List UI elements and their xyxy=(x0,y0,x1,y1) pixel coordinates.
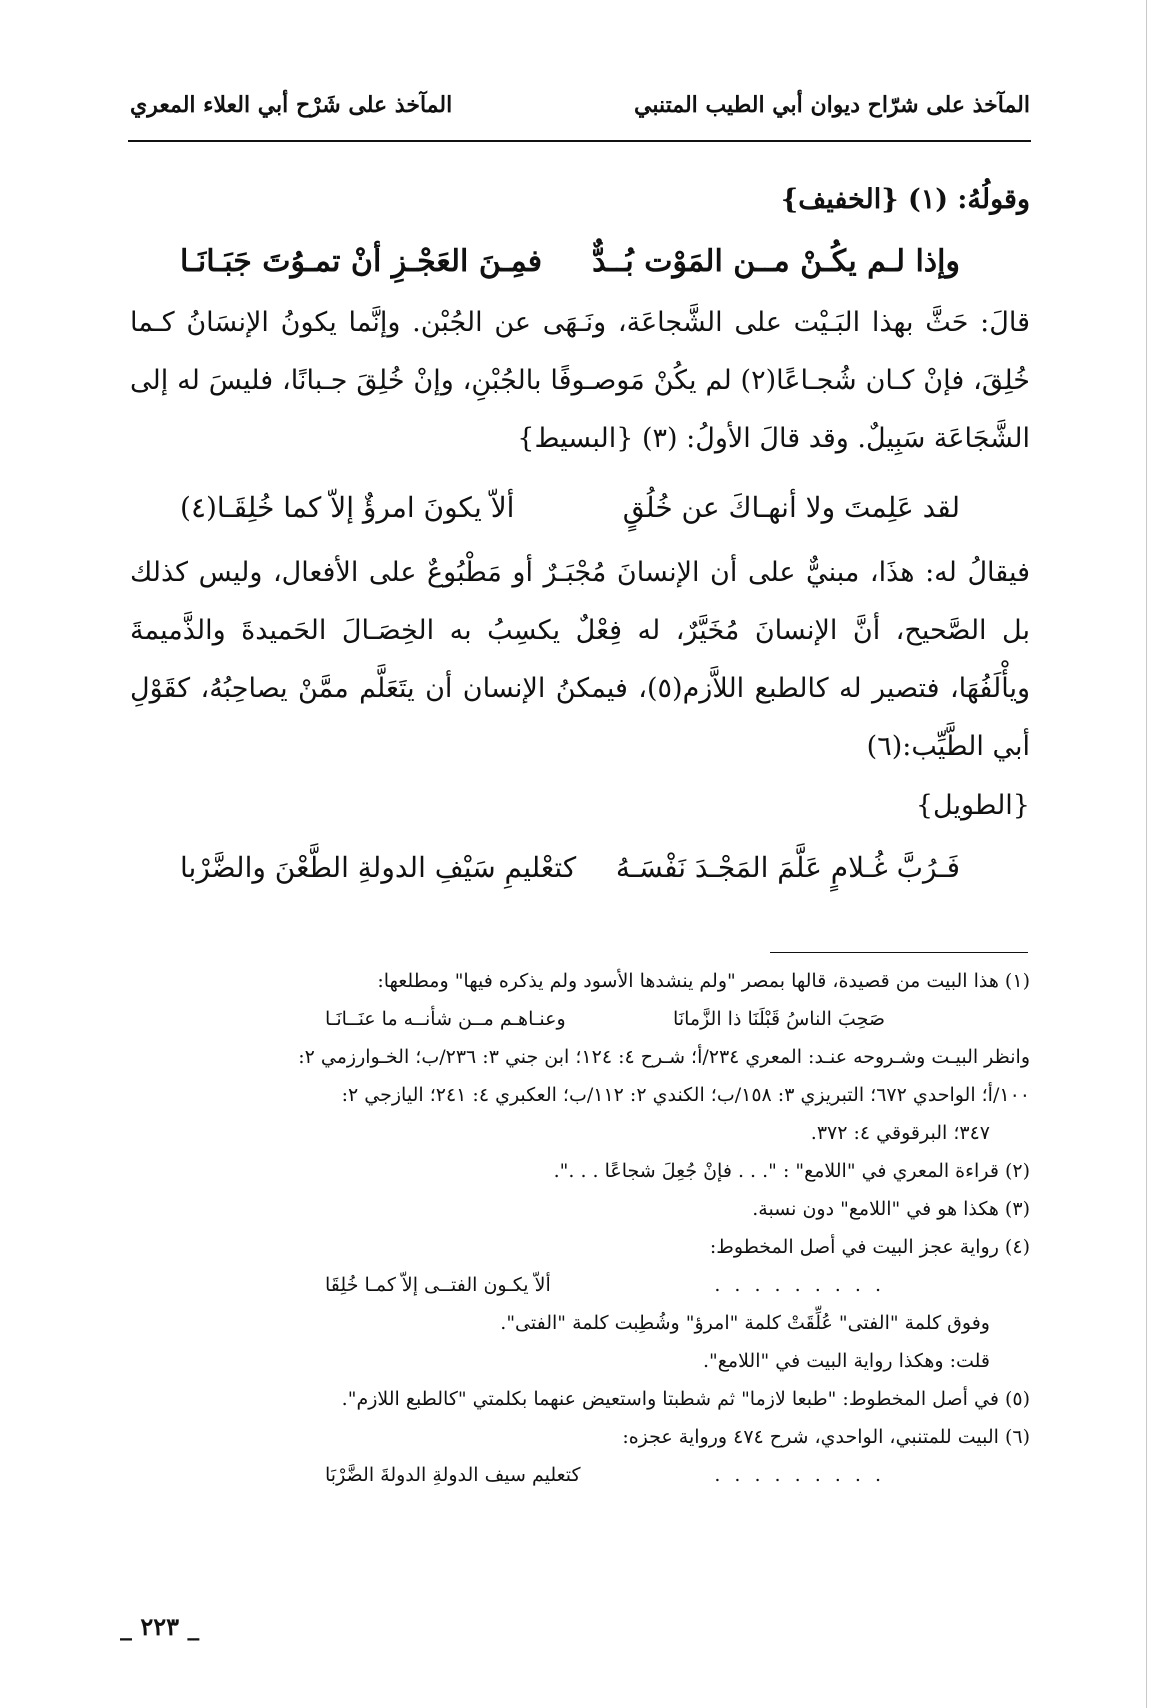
footnote-4-verse xyxy=(325,1266,885,1304)
verse-2-first-hemistich: لقد عَلِمتَ ولا أنهـاكَ عن خُلُقٍ xyxy=(622,491,960,524)
footnote-1-refs-line-3: ٣٤٧؛ البرقوقي ٤: ٣٧٢. xyxy=(810,1122,990,1144)
footnote-4: (٤) رواية عجز البيت في أصل المخطوط: xyxy=(709,1236,1030,1258)
meter-label: {الطويل} xyxy=(915,790,1030,821)
verse-1-first-hemistich: وإذا لـم يكُـنْ مــن المَوْت بُــدٌّ xyxy=(592,244,960,279)
verse-1 xyxy=(130,230,1030,294)
footnote-1-verse-second: وعنـاهـم مــن شأنــه ما عنَــانَـا xyxy=(325,1008,566,1030)
footnote-6-verse xyxy=(325,1456,885,1494)
footnote-1-refs-line-2: ١٠٠/أ؛ الواحدي ٦٧٢؛ التبريزي ٣: ١٥٨/ب؛ الكندي ٢: ١١٢/ب؛ العكبري ٤: ٢٤١؛ اليازجي ٢: xyxy=(341,1084,1030,1106)
running-header xyxy=(130,92,1030,132)
footnote-6: (٦) البيت للمتنبي، الواحدي، شرح ٤٧٤ ورواية عجزه: xyxy=(622,1426,1030,1448)
footnote-4-line-3: قلت: وهكذا رواية البيت في "اللامع". xyxy=(703,1350,990,1372)
verse-3-second-hemistich: كتعْليمِ سَيْفِ الدولةِ الطَّعْنَ والضَّرْبا xyxy=(180,851,577,884)
footnote-1: (١) هذا البيت من قصيدة، قالها بمصر "ولم ينشدها الأسود ولم يذكره فيها" ومطلعها: xyxy=(377,970,1030,992)
page-edge-line xyxy=(1146,0,1147,1708)
header-rule xyxy=(128,140,1031,142)
verse-3-first-hemistich: فَـرُبَّ غُـلامٍ عَلَّمَ المَجْـدَ نَفْسَـهُ xyxy=(615,851,960,884)
verse-2 xyxy=(130,476,1030,540)
footnote-4-verse-dots: . . . . . . . . . xyxy=(714,1274,885,1296)
footnote-3: (٣) هكذا هو في "اللامع" دون نسبة. xyxy=(752,1198,1030,1220)
verse-1-second-hemistich: فمِـنَ العَجْـزِ أنْ تمـوُتَ جَبَـانَـا xyxy=(180,244,543,279)
footnote-1-verse xyxy=(325,1000,885,1038)
footnotes xyxy=(128,962,1030,1494)
footnote-1-verse-first: صَحِبَ الناسُ قَبْلَنَا ذا الزَّمانَا xyxy=(673,1008,885,1030)
commentary-paragraph-2: فيقالُ له: هذَا، مبنيٌّ على أن الإنسانَ مُجْبَـرٌ أو مَطْبُوعٌ على الأفعال، وليس كذلك بل الصَّحيح، أنَّ الإنسانَ مُخَيَّرٌ، له فِعْلٌ يكسِبُ به الخِصَـالَ الحَميدةَ والذَّميمةَ ويأْلَفُهَا، فتصير له كالطبع اللاَّزم(٥)، فيمكنُ الإنسان أن يتَعَلَّم ممَّنْ يصاحِبُهُ، كقَوْلِ أبي الطَّيِّب:(٦) xyxy=(130,557,1030,762)
footnote-1-refs-line-1: وانظر البيـت وشـروحه عنـد: المعري ٢٣٤/أ؛ شـرح ٤: ١٢٤؛ ابن جني ٣: ٢٣٦/ب؛ الخـوارزمي ٢: xyxy=(298,1046,1030,1068)
footnote-5: (٥) في أصل المخطوط: "طبعا لازما" ثم شطبتا واستعيض عنهما بكلمتي "كالطبع اللازم". xyxy=(341,1388,1030,1410)
chapter-title: المآخذ على شَرْح أبي العلاء المعري xyxy=(130,92,453,118)
footnote-6-verse-second: كتعليم سيف الدولةِ الدولةَ الضَّرْبَا xyxy=(325,1464,581,1486)
footnote-rule xyxy=(770,952,1028,953)
commentary-paragraph-1: قالَ: حَثَّ بهذا البَـيْت على الشَّجاعَة، ونَـهَى عن الجُبْن. وإنَّما يكونُ الإنسَانُ كـما خُلِقَ، فإنْ كـان شُجـاعًا(٢) لم يكُنْ مَوصـوفًا بالجُبْنِ، وإنْ خُلِقَ جـبانًا، فليسَ له إلى الشَّجَاعَة سَبِيلٌ. وقد قالَ الأولُ: (٣) {البسيط} xyxy=(130,307,1030,454)
book-title: المآخذ على شرّاح ديوان أبي الطيب المتنبي xyxy=(634,92,1030,118)
footnote-2: (٢) قراءة المعري في "اللامع" : ". . . فإنْ جُعِلَ شجاعًا . . .". xyxy=(553,1160,1030,1182)
footnote-4-verse-second: ألاّ يكـون الفتــى إلاّ كمـا خُلِقَا xyxy=(325,1274,551,1296)
footnote-6-verse-dots: . . . . . . . . . xyxy=(714,1464,885,1486)
verse-intro-1: وقولُهُ: (١) {الخفيف} xyxy=(780,184,1030,215)
footnote-4-line-2: وفوق كلمة "الفتى" عُلِّقَتْ كلمة "امرؤ" وشُطِبت كلمة "الفتى". xyxy=(500,1312,990,1334)
verse-2-second-hemistich: ألاّ يكونَ امرؤٌ إلاّ كما خُلِقَـا(٤) xyxy=(180,491,515,524)
page-number: _ ٢٢٣ _ xyxy=(120,1612,200,1641)
main-text xyxy=(130,170,1030,900)
verse-3 xyxy=(130,836,1030,900)
